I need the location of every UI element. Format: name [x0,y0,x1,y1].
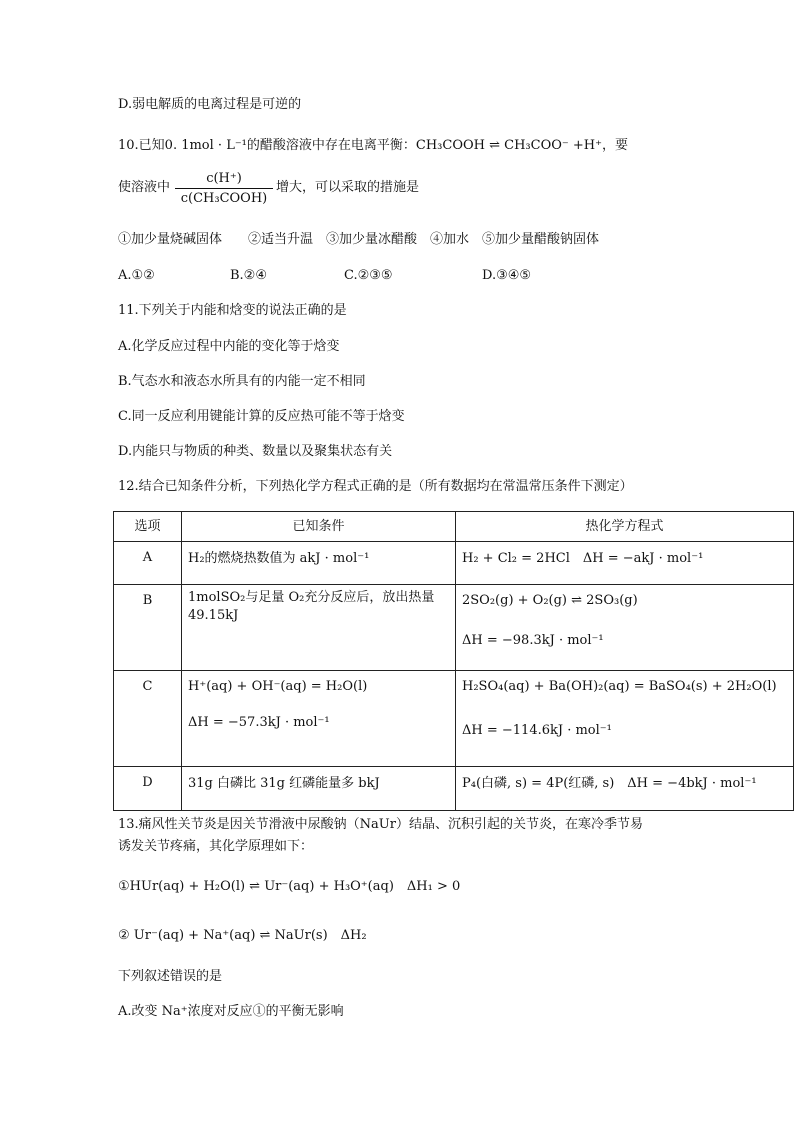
q11-option-c: C.同一反应利用键能计算的反应热可能不等于焓变 [118,409,405,424]
q9-option-d: D.弱电解质的电离过程是可逆的 [118,97,302,112]
header-condition: 已知条件 [182,512,456,542]
table-row [114,767,794,811]
q13-reaction-2: ② Ur⁻(aq) + Na⁺(aq) ⇌ NaUr(s) ΔH₂ [118,928,367,943]
q10-choice-a: A.①② [118,268,155,283]
fraction-bar [175,188,273,189]
table-row [114,671,794,767]
header-equation: 热化学方程式 [456,512,794,542]
q11-option-a: A.化学反应过程中内能的变化等于焓变 [118,339,340,354]
row-condition: H₂的燃烧热数值为 akJ · mol⁻¹ [182,542,456,585]
q10-choice-d: D.③④⑤ [482,268,532,283]
fraction-denominator: c(CH₃COOH) [180,191,268,206]
table-header-row [114,512,794,542]
table-row [114,542,794,585]
q13-reaction-1: ①HUr(aq) + H₂O(l) ⇌ Ur⁻(aq) + H₃O⁺(aq) ΔH₁ > 0 [118,879,461,894]
row-equation: H₂ + Cl₂ = 2HCl ΔH = −akJ · mol⁻¹ [456,542,794,585]
q10-stem-line1: 10.已知0. 1mol · L⁻¹的醋酸溶液中存在电离平衡：CH₃COOH ⇌ CH₃COO⁻ +H⁺，要 [118,138,628,153]
row-option: C [114,671,182,767]
row-option: A [114,542,182,585]
q11-stem: 11.下列关于内能和焓变的说法正确的是 [118,303,347,318]
q13-stem-line2: 诱发关节疼痛，其化学原理如下： [118,839,314,854]
row-equation: P₄(白磷, s) = 4P(红磷, s) ΔH = −4bkJ · mol⁻¹ [456,767,794,811]
q10-choice-b: B.②④ [230,268,267,283]
q13-question: 下列叙述错误的是 [118,969,223,984]
q10-stem-suffix: 增大，可以采取的措施是 [276,180,420,195]
q10-stem-prefix: 使溶液中 [118,180,171,195]
table-row [114,585,794,671]
q13-option-a: A.改变 Na⁺浓度对反应①的平衡无影响 [118,1004,344,1019]
row-option: D [114,767,182,811]
q10-measures: ①加少量烧碱固体 ②适当升温 ③加少量冰醋酸 ④加水 ⑤加少量醋酸钠固体 [118,232,600,247]
q10-fraction [175,170,273,207]
row-equation: H₂SO₄(aq) + Ba(OH)₂(aq) = BaSO₄(s) + 2H₂O(l) ΔH = −114.6kJ · mol⁻¹ [456,671,794,767]
row-option: B [114,585,182,671]
q12-stem: 12.结合已知条件分析，下列热化学方程式正确的是（所有数据均在常温常压条件下测定） [118,479,633,494]
header-option: 选项 [114,512,182,542]
q11-option-d: D.内能只与物质的种类、数量以及聚集状态有关 [118,444,393,459]
q13-stem-line1: 13.痛风性关节炎是因关节滑液中尿酸钠（NaUr）结晶、沉积引起的关节炎，在寒冷季节易 [118,817,643,832]
fraction-numerator: c(H⁺) [206,171,242,186]
q12-table [113,511,794,811]
row-condition: 1molSO₂与足量 O₂充分反应后，放出热量 49.15kJ [182,585,456,671]
q11-option-b: B.气态水和液态水所具有的内能一定不相同 [118,374,366,389]
q10-choice-c: C.②③⑤ [344,268,393,283]
row-equation: 2SO₂(g) + O₂(g) ⇌ 2SO₃(g) ΔH = −98.3kJ · mol⁻¹ [456,585,794,671]
row-condition: H⁺(aq) + OH⁻(aq) = H₂O(l) ΔH = −57.3kJ · mol⁻¹ [182,671,456,767]
row-condition: 31g 白磷比 31g 红磷能量多 bkJ [182,767,456,811]
